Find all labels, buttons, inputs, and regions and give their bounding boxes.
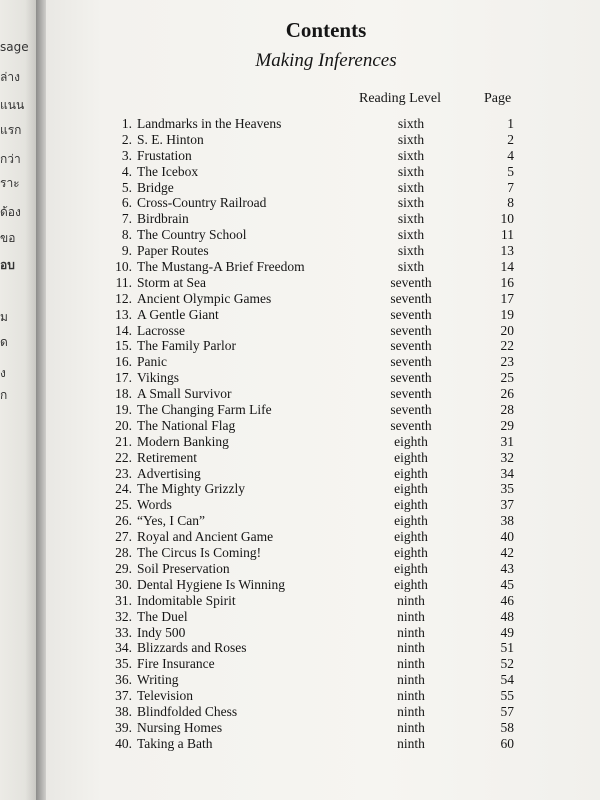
page-title: Contents <box>285 18 367 42</box>
entry-number: 10. <box>115 259 132 275</box>
entry-title: Nursing Homes <box>137 719 223 735</box>
entry-number: 8. <box>121 227 132 243</box>
entry-number: 37. <box>115 688 132 704</box>
entry-number: 26. <box>115 513 132 529</box>
entry-number: 13. <box>115 306 132 322</box>
entry-number: 22. <box>115 449 132 465</box>
previous-page-edge <box>0 0 36 800</box>
entry-title: Paper Routes <box>137 243 209 259</box>
contents-entry: 5. Bridge sixth 7 <box>121 179 514 195</box>
reading-level-column-header: Reading Level <box>359 91 442 106</box>
entry-title: The Family Parlor <box>137 338 236 354</box>
entry-number: 3. <box>121 147 132 163</box>
section-subtitle: Making Inferences <box>255 50 397 71</box>
contents-entry: 33. Indy 500 ninth 49 <box>115 624 514 640</box>
entry-number: 14. <box>115 322 132 338</box>
entry-number: 40. <box>115 735 132 751</box>
entry-title: A Gentle Giant <box>137 306 219 322</box>
prev-page-text-fragment: ก <box>0 388 8 402</box>
entry-title: Lacrosse <box>137 322 185 338</box>
entry-title: Blindfolded Chess <box>137 703 238 719</box>
prev-page-text-fragment: sage <box>0 40 29 54</box>
entry-number: 1. <box>121 116 132 131</box>
entry-title: S. E. Hinton <box>137 131 204 147</box>
entry-number: 2. <box>121 131 132 147</box>
entry-title: Advertising <box>137 465 201 481</box>
entry-title: Indomitable Spirit <box>137 592 236 608</box>
entry-title: The Icebox <box>137 163 199 179</box>
contents-entry: 38. Blindfolded Chess ninth 57 <box>115 703 514 719</box>
entry-number: 38. <box>115 703 132 719</box>
contents-page <box>46 0 600 800</box>
contents-entry: 32. The Duel ninth 48 <box>115 608 514 624</box>
entry-number: 18. <box>115 386 132 402</box>
contents-entry: 1. Landmarks in the Heavens sixth 1 <box>121 116 514 131</box>
entry-number: 7. <box>121 211 132 227</box>
entry-number: 16. <box>115 354 132 370</box>
entry-title: The Mustang-A Brief Freedom <box>137 259 305 275</box>
contents-entry: 16. Panic seventh 23 <box>115 354 514 370</box>
entry-number: 25. <box>115 497 132 513</box>
entry-number: 28. <box>115 545 132 561</box>
contents-entry: 39. Nursing Homes ninth 58 <box>115 719 514 735</box>
contents-entry: 21. Modern Banking eighth 31 <box>115 433 514 449</box>
contents-entry: 4. The Icebox sixth 5 <box>121 163 514 179</box>
entry-title: Vikings <box>137 370 179 386</box>
entry-number: 9. <box>121 243 132 259</box>
contents-entry: 14. Lacrosse seventh 20 <box>115 322 514 338</box>
entry-number: 24. <box>115 481 132 497</box>
contents-entry: 19. The Changing Farm Life seventh 28 <box>115 402 514 418</box>
contents-entry: 27. Royal and Ancient Game eighth 40 <box>115 529 514 545</box>
prev-page-text-fragment: แรก <box>0 123 22 137</box>
entry-title: A Small Survivor <box>137 386 232 402</box>
contents-entry: 28. The Circus Is Coming! eighth 42 <box>115 545 514 561</box>
contents-entry: 8. The Country School sixth 11 <box>121 227 514 243</box>
prev-page-text-fragment: ราะ <box>0 176 20 190</box>
entry-title: Blizzards and Roses <box>137 640 247 656</box>
entry-title: Ancient Olympic Games <box>137 290 272 306</box>
contents-entry: 10. The Mustang-A Brief Freedom sixth 14 <box>115 259 514 275</box>
contents-entry: 2. S. E. Hinton sixth 2 <box>121 131 514 147</box>
contents-entry: 24. The Mighty Grizzly eighth 35 <box>115 481 514 497</box>
entry-number: 20. <box>115 417 132 433</box>
entry-title: Panic <box>137 354 167 370</box>
book-gutter <box>36 0 46 800</box>
entry-title: Dental Hygiene Is Winning <box>137 576 286 592</box>
entry-number: 30. <box>115 576 132 592</box>
entry-title: The Changing Farm Life <box>137 402 272 418</box>
contents-entry: 40. Taking a Bath ninth 60 <box>115 735 514 751</box>
entry-title: Royal and Ancient Game <box>137 529 274 545</box>
entry-number: 17. <box>115 370 132 386</box>
entry-title: The National Flag <box>137 417 236 433</box>
contents-entry: 20. The National Flag seventh 29 <box>115 417 514 433</box>
entry-title: Taking a Bath <box>137 735 213 751</box>
entry-title: The Circus Is Coming! <box>137 545 262 561</box>
entry-title: Indy 500 <box>137 624 186 640</box>
contents-entry: 31. Indomitable Spirit ninth 46 <box>115 592 514 608</box>
contents-list <box>46 116 600 752</box>
entry-title: Writing <box>137 672 179 688</box>
entry-title: The Duel <box>137 608 188 624</box>
entry-title: Birdbrain <box>137 211 189 227</box>
contents-entry: 6. Cross-Country Railroad sixth 8 <box>121 195 514 211</box>
entry-title: Bridge <box>137 179 174 195</box>
prev-page-text-fragment: ล่าง <box>0 70 20 84</box>
contents-entry: 18. A Small Survivor seventh 26 <box>115 386 514 402</box>
contents-entry: 12. Ancient Olympic Games seventh 17 <box>115 290 514 306</box>
entry-number: 36. <box>115 672 132 688</box>
entry-number: 21. <box>115 433 132 449</box>
contents-entry: 9. Paper Routes sixth 13 <box>121 243 514 259</box>
contents-entry: 15. The Family Parlor seventh 22 <box>115 338 514 354</box>
entry-title: Fire Insurance <box>137 656 215 672</box>
prev-page-text-fragment: ด <box>0 335 8 349</box>
prev-page-text-fragment: กว่า <box>0 152 21 166</box>
contents-entry: 23. Advertising eighth 34 <box>115 465 514 481</box>
entry-number: 29. <box>115 560 132 576</box>
entry-number: 12. <box>115 290 132 306</box>
entry-title: Storm at Sea <box>137 274 206 290</box>
entry-title: “Yes, I Can” <box>137 513 205 529</box>
prev-page-text-fragment: อบ <box>0 258 15 272</box>
entry-number: 33. <box>115 624 132 640</box>
contents-entry: 34. Blizzards and Roses ninth 51 <box>115 640 514 656</box>
entry-number: 19. <box>115 402 132 418</box>
entry-title: Television <box>137 688 194 704</box>
entry-title: Retirement <box>137 449 197 465</box>
entry-number: 23. <box>115 465 132 481</box>
prev-page-text-fragment: แนน <box>0 98 25 112</box>
entry-number: 5. <box>121 179 132 195</box>
entry-title: The Mighty Grizzly <box>137 481 245 497</box>
contents-entry: 36. Writing ninth 54 <box>115 672 514 688</box>
contents-entry: 26. “Yes, I Can” eighth 38 <box>115 513 514 529</box>
contents-entry: 7. Birdbrain sixth 10 <box>121 211 514 227</box>
contents-entry: 22. Retirement eighth 32 <box>115 449 514 465</box>
entry-title: Soil Preservation <box>137 560 230 576</box>
contents-entry: 3. Frustation sixth 4 <box>121 147 514 163</box>
entry-number: 39. <box>115 719 132 735</box>
entry-title: Frustation <box>137 147 192 163</box>
entry-title: Modern Banking <box>137 433 229 449</box>
entry-number: 27. <box>115 529 132 545</box>
prev-page-text-fragment: ง <box>0 366 6 380</box>
entry-number: 11. <box>115 274 132 290</box>
contents-entry: 29. Soil Preservation eighth 43 <box>115 560 514 576</box>
entry-title: Cross-Country Railroad <box>137 195 267 211</box>
entry-title: Words <box>137 497 172 513</box>
entry-number: 15. <box>115 338 132 354</box>
contents-entry: 30. Dental Hygiene Is Winning eighth 45 <box>115 576 514 592</box>
page-column-header: Page <box>484 91 512 106</box>
contents-entry: 11. Storm at Sea seventh 16 <box>115 274 514 290</box>
entry-number: 35. <box>115 656 132 672</box>
prev-page-text-fragment: ขอ <box>0 231 16 245</box>
entry-number: 6. <box>121 195 132 211</box>
entry-title: The Country School <box>137 227 247 243</box>
entry-number: 32. <box>115 608 132 624</box>
entry-title: Landmarks in the Heavens <box>137 116 282 131</box>
contents-entry: 35. Fire Insurance ninth 52 <box>115 656 514 672</box>
entry-number: 4. <box>121 163 132 179</box>
contents-entry: 25. Words eighth 37 <box>115 497 514 513</box>
contents-entry: 37. Television ninth 55 <box>115 688 514 704</box>
entry-number: 31. <box>115 592 132 608</box>
prev-page-text-fragment: ด้อง <box>0 205 21 219</box>
contents-entry: 13. A Gentle Giant seventh 19 <box>115 306 514 322</box>
contents-entry: 17. Vikings seventh 25 <box>115 370 514 386</box>
prev-page-text-fragment: ม <box>0 310 8 324</box>
entry-number: 34. <box>115 640 132 656</box>
